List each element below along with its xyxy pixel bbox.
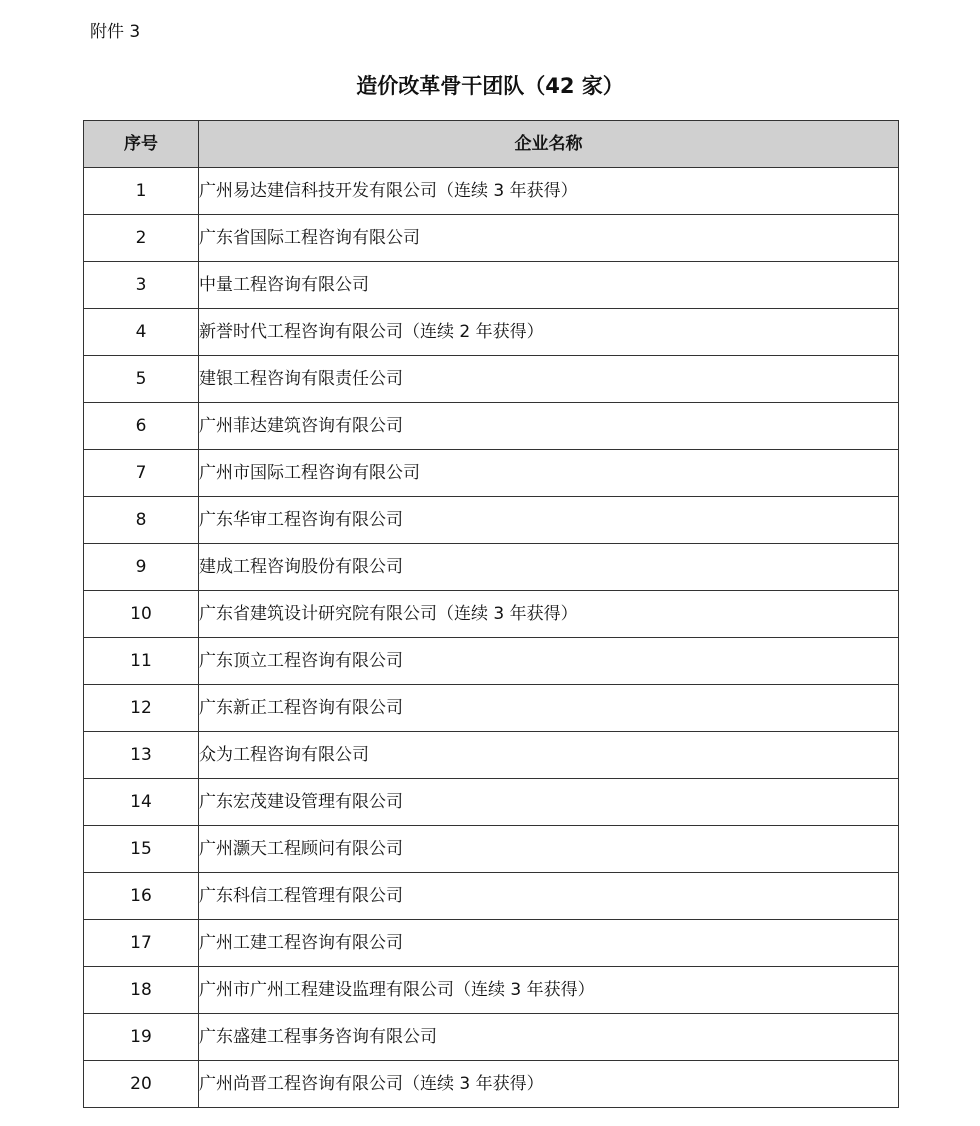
- serial-number-cell: 16: [84, 873, 199, 920]
- table-row: [84, 215, 899, 262]
- company-name-cell: 广东顶立工程咨询有限公司: [199, 638, 899, 685]
- company-name-cell: 广东省国际工程咨询有限公司: [199, 215, 899, 262]
- serial-number-cell: 15: [84, 826, 199, 873]
- table-row: [84, 826, 899, 873]
- table-row: [84, 779, 899, 826]
- company-name-cell: 广东省建筑设计研究院有限公司（连续 3 年获得）: [199, 591, 899, 638]
- serial-number-cell: 5: [84, 356, 199, 403]
- table-row: [84, 450, 899, 497]
- company-name-cell: 广东华审工程咨询有限公司: [199, 497, 899, 544]
- company-name-cell: 广州市广州工程建设监理有限公司（连续 3 年获得）: [199, 967, 899, 1014]
- serial-number-cell: 19: [84, 1014, 199, 1061]
- serial-number-cell: 7: [84, 450, 199, 497]
- company-name-cell: 众为工程咨询有限公司: [199, 732, 899, 779]
- table-row: [84, 168, 899, 215]
- serial-number-cell: 6: [84, 403, 199, 450]
- serial-number-cell: 13: [84, 732, 199, 779]
- table-row: [84, 497, 899, 544]
- company-name-cell: 新誉时代工程咨询有限公司（连续 2 年获得）: [199, 309, 899, 356]
- company-name-cell: 中量工程咨询有限公司: [199, 262, 899, 309]
- table-row: [84, 638, 899, 685]
- company-name-cell: 建成工程咨询股份有限公司: [199, 544, 899, 591]
- table-row: [84, 356, 899, 403]
- company-name-cell: 广州菲达建筑咨询有限公司: [199, 403, 899, 450]
- company-name-cell: 广东盛建工程事务咨询有限公司: [199, 1014, 899, 1061]
- company-name-cell: 广州易达建信科技开发有限公司（连续 3 年获得）: [199, 168, 899, 215]
- company-name-cell: 广州灏天工程顾问有限公司: [199, 826, 899, 873]
- table-row: [84, 920, 899, 967]
- serial-number-cell: 1: [84, 168, 199, 215]
- table-header-row: [84, 121, 899, 168]
- team-table: [83, 120, 899, 1108]
- header-serial-number: 序号: [84, 121, 199, 168]
- table-row: [84, 403, 899, 450]
- serial-number-cell: 3: [84, 262, 199, 309]
- company-name-cell: 建银工程咨询有限责任公司: [199, 356, 899, 403]
- company-name-cell: 广东科信工程管理有限公司: [199, 873, 899, 920]
- company-name-cell: 广州市国际工程咨询有限公司: [199, 450, 899, 497]
- serial-number-cell: 12: [84, 685, 199, 732]
- table-row: [84, 732, 899, 779]
- header-company-name: 企业名称: [199, 121, 899, 168]
- table-row: [84, 309, 899, 356]
- serial-number-cell: 14: [84, 779, 199, 826]
- serial-number-cell: 2: [84, 215, 199, 262]
- company-name-cell: 广州工建工程咨询有限公司: [199, 920, 899, 967]
- serial-number-cell: 20: [84, 1061, 199, 1108]
- serial-number-cell: 11: [84, 638, 199, 685]
- table-row: [84, 967, 899, 1014]
- page-title: 造价改革骨干团队（42 家）: [356, 74, 624, 98]
- table-row: [84, 1061, 899, 1108]
- serial-number-cell: 17: [84, 920, 199, 967]
- serial-number-cell: 8: [84, 497, 199, 544]
- attachment-label: 附件 3: [90, 22, 141, 42]
- serial-number-cell: 4: [84, 309, 199, 356]
- serial-number-cell: 10: [84, 591, 199, 638]
- serial-number-cell: 9: [84, 544, 199, 591]
- table-row: [84, 873, 899, 920]
- table-row: [84, 1014, 899, 1061]
- table-row: [84, 591, 899, 638]
- table-body: [84, 168, 899, 1108]
- company-name-cell: 广州尚晋工程咨询有限公司（连续 3 年获得）: [199, 1061, 899, 1108]
- serial-number-cell: 18: [84, 967, 199, 1014]
- company-name-cell: 广东宏茂建设管理有限公司: [199, 779, 899, 826]
- table-row: [84, 685, 899, 732]
- table-row: [84, 262, 899, 309]
- table-row: [84, 544, 899, 591]
- company-name-cell: 广东新正工程咨询有限公司: [199, 685, 899, 732]
